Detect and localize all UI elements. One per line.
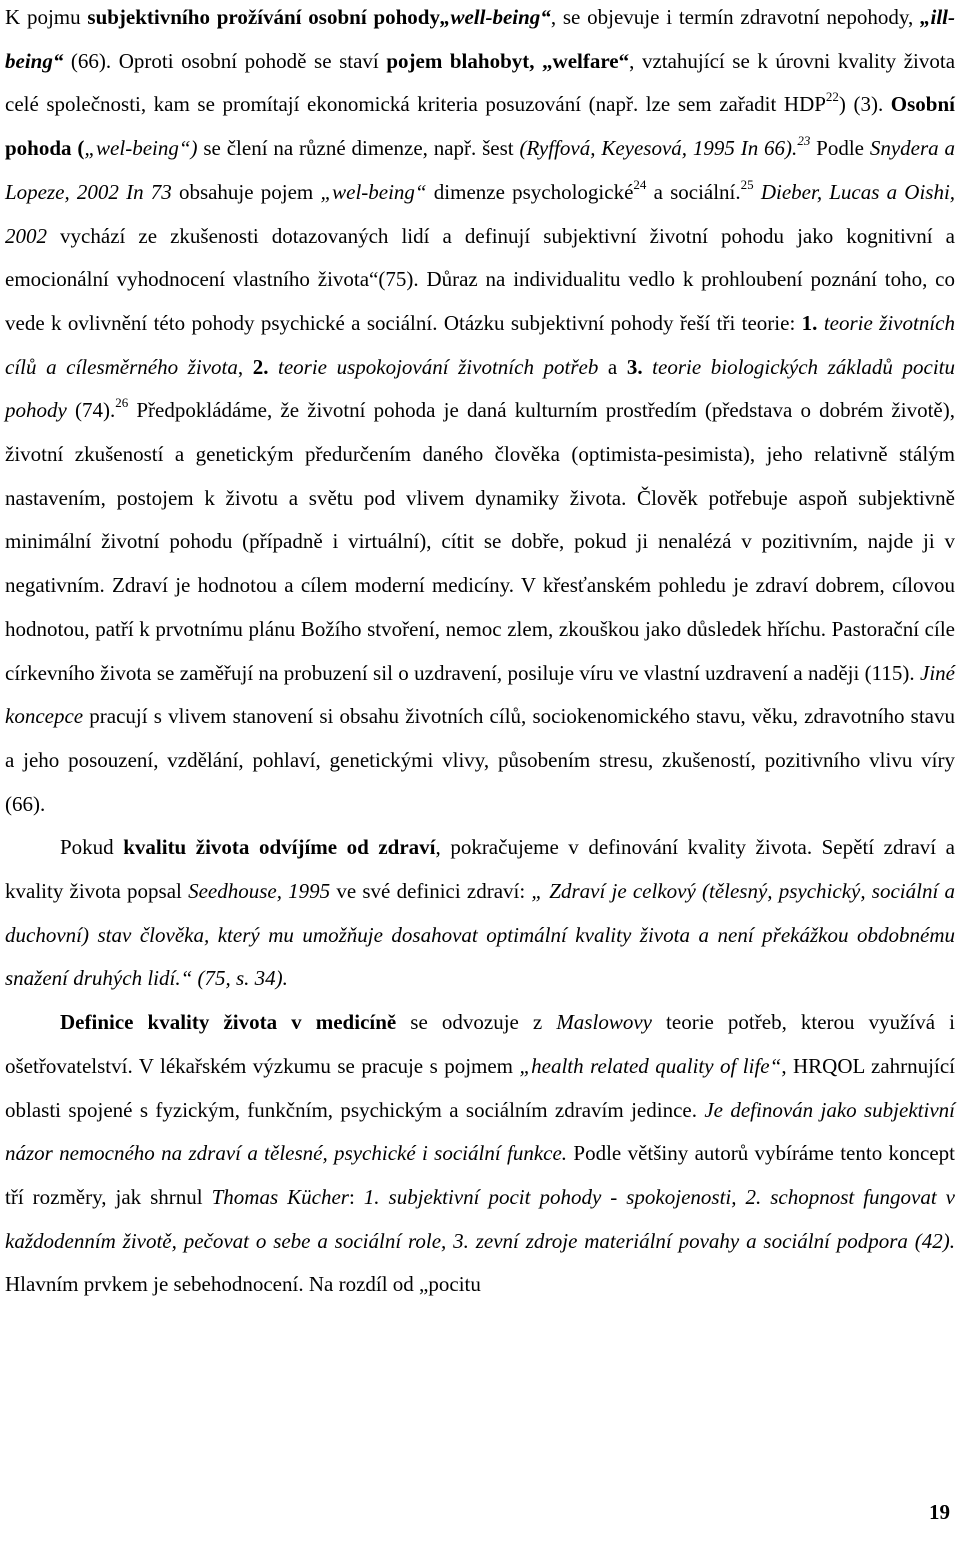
- text-run: a: [598, 354, 627, 379]
- footnote-ref: 22: [825, 89, 839, 105]
- italic-run: (Ryffová, Keyesová, 1995 In 66).: [519, 136, 798, 161]
- text-run: vychází ze zkušenosti dotazovaných lidí a definují subjektivní životní pohodu jako kognitivní a emocionální vyhodnocení vlastního života“(75). Důraz na individualitu vedlo k prohloubení poznání toho, co vede k ovlivnění této pohody psychické a sociální. Otázku subjektivní pohody řeší tři teorie:: [5, 223, 955, 335]
- italic-run: „wel-being“: [320, 179, 427, 204]
- text-run: (66). Oproti osobní pohodě se staví: [63, 48, 387, 73]
- text-run: Podle: [810, 136, 870, 161]
- page-number: 19: [929, 1500, 950, 1524]
- text-run: , se objevuje i termín zdravotní nepohody,: [550, 5, 920, 29]
- italic-run: 1. subjektivní pocit pohody - spokojenosti, 2. schopnost fungovat v každodenním životě, pečovat o sebe a sociální role, 3. zevní zdroje materiální povahy a sociální podpora (42).: [5, 1184, 955, 1253]
- paragraph-well-being: [5, 0, 955, 826]
- text-run: ve své definici zdraví:: [330, 879, 532, 904]
- text-run: Předpokládáme, že životní pohoda je daná kulturním prostředím (představa o dobrém životě), životní zkušeností a genetickým předurčením daného člověka (optimista-pesimista), jeho relativně stálým nastavením, postojem k životu a světu pod vlivem dynamiky života. Člověk potřebuje aspoň subjektivně minimální životní pohodu (případně i virtuální), cítit se dobře, pokud ji nenalézá v pozitivním, najde ji v negativním. Zdraví je hodnotou a cílem moderní medicíny. V křesťanském pohledu je zdraví dobrem, cílovou hodnotou, patří k prvotnímu plánu Božího stvoření, nemoc zlem, zkouškou jako důsledek hříchu. Pastorační cíle církevního života se zaměřují na probuzení sil o uzdravení, posiluje víru ve vlastní uzdravení a naději (115).: [5, 398, 955, 685]
- bold-run: Definice kvality života v medicíně: [60, 1010, 397, 1035]
- text-run: [268, 355, 278, 379]
- paragraph-quality-of-life-health: [5, 826, 955, 1001]
- body-text: [5, 0, 955, 1307]
- italic-run: „wel-being“): [84, 136, 198, 161]
- text-run: [754, 180, 761, 204]
- document-page: [5, 0, 955, 1541]
- footnote-ref: 26: [115, 395, 129, 411]
- text-run: , HRQOL zahrnující oblasti spojené s fyzickým, funkčním, psychickým a sociálním zdravím jedince.: [5, 1053, 955, 1122]
- italic-run: Thomas Kücher: [211, 1184, 349, 1209]
- text-run: :: [348, 1184, 364, 1209]
- footnote-ref: 23: [797, 133, 811, 149]
- bold-run: 3.: [626, 354, 643, 379]
- text-run: , pokračujeme v definování kvality života. Sepětí zdraví a kvality života popsal: [5, 835, 955, 904]
- bold-run: 1.: [801, 310, 818, 335]
- text-run: obsahuje pojem: [171, 179, 321, 204]
- italic-run: Jiné koncepce: [5, 660, 955, 729]
- bold-italic-run: „well-being“: [439, 5, 551, 29]
- text-run: , vztahující se k úrovni kvality života celé společnosti, kam se promítají ekonomická kriteria posuzování (např. lze sem zařadit HDP: [5, 48, 956, 117]
- bold-run: pojem blahobyt, „welfare“: [386, 48, 630, 73]
- bold-run: subjektivního prožívání osobní pohody: [87, 5, 440, 29]
- italic-run: Je definován jako subjektivní názor nemocného na zdraví a tělesné, psychické i sociální funkce.: [5, 1097, 955, 1166]
- text-run: Podle většiny autorů vybíráme tento koncept tří rozměry, jak shrnul: [5, 1141, 956, 1209]
- text-run: Pokud: [60, 835, 124, 860]
- text-run: ) (3).: [838, 92, 891, 117]
- text-run: a sociální.: [646, 179, 741, 204]
- italic-run: Seedhouse, 1995: [188, 879, 331, 904]
- italic-run: Dieber, Lucas a Oishi, 2002: [5, 179, 956, 248]
- footnote-ref: 24: [633, 176, 647, 192]
- italic-run: „health related quality of life“: [519, 1053, 782, 1078]
- text-run: (74).: [66, 398, 116, 423]
- text-run: se odvozuje z: [396, 1010, 557, 1035]
- bold-italic-run: „ill-being“: [5, 5, 955, 73]
- italic-run: teorie životních cílů a cílesměrného života: [5, 310, 955, 379]
- bold-run: Osobní pohoda (: [5, 92, 955, 161]
- italic-run: teorie uspokojování životních potřeb: [278, 354, 599, 379]
- italic-run: teorie biologických základů pocitu pohody: [5, 354, 955, 423]
- bold-run: kvalitu života odvíjíme od zdraví: [123, 835, 436, 860]
- italic-run: Snydera a Lopeze, 2002 In 73: [5, 136, 955, 204]
- text-run: dimenze psychologické: [426, 179, 634, 204]
- italic-run: „ Zdraví je celkový (tělesný, psychický, sociální a duchovní) stav člověka, který mu umožňuje dosahovat optimální kvality života a není překážkou obdobnému snažení druhých lidí.“ (75, s. 34).: [5, 879, 956, 991]
- text-run: K pojmu: [5, 5, 88, 29]
- italic-run: Maslowovy: [556, 1010, 652, 1035]
- text-run: pracují s vlivem stanovení si obsahu životních cílů, sociokenomického stavu, věku, zdravotního stavu a jeho posouzení, vzdělání, pohlaví, genetickými vlivy, působením stresu, zkušeností, pozitivního vlivu víry (66).: [5, 704, 955, 816]
- footnote-ref: 25: [740, 176, 754, 192]
- text-run: teorie potřeb, kterou využívá i ošetřovatelství. V lékařském výzkumu se pracuje s pojmem: [5, 1010, 955, 1078]
- bold-run: 2.: [252, 354, 269, 379]
- text-run: ,: [237, 354, 253, 379]
- text-run: [643, 355, 653, 379]
- text-run: Hlavním prvkem je sebehodnocení. Na rozdíl od „pocitu: [5, 1272, 481, 1297]
- paragraph-definition-medicine: [5, 1001, 955, 1307]
- text-run: se člení na různé dimenze, např. šest: [197, 136, 520, 161]
